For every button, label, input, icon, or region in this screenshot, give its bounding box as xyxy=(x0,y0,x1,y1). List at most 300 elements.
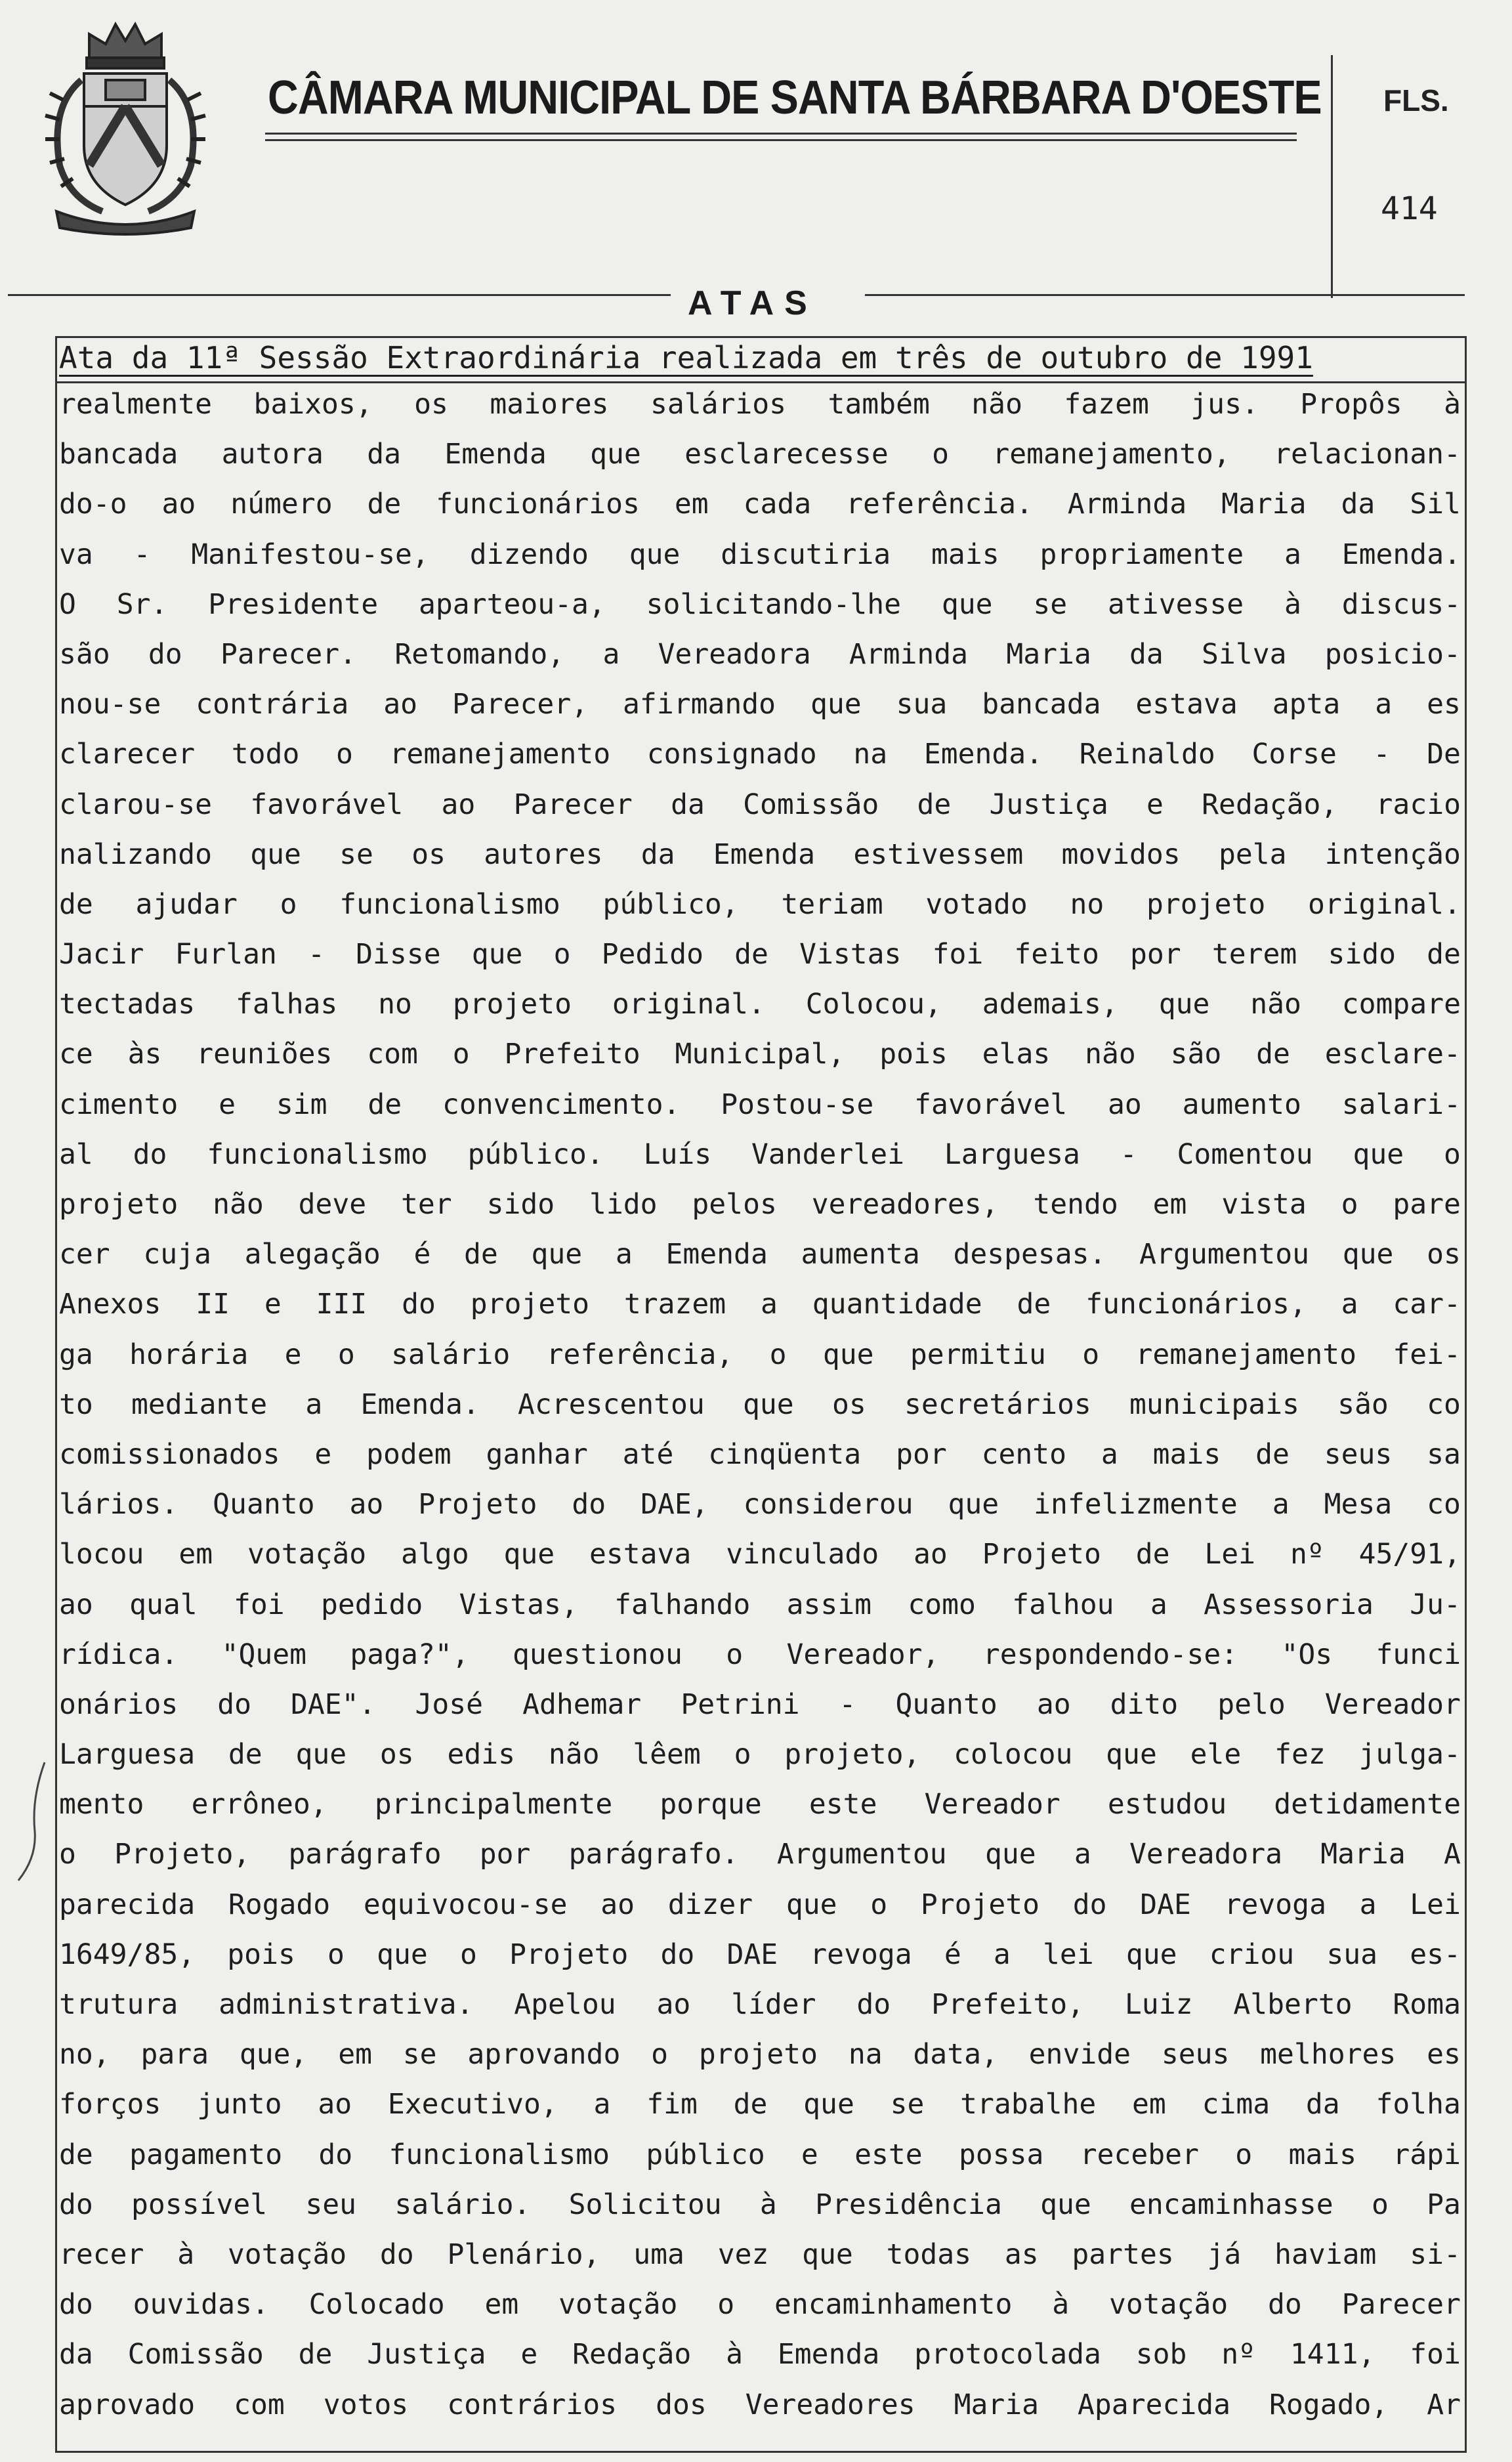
word: Vistas xyxy=(799,938,902,971)
word: de xyxy=(368,1088,402,1121)
word: do xyxy=(133,1137,167,1171)
word: o xyxy=(459,1938,477,1971)
word: principalmente xyxy=(374,1788,613,1821)
word: nou-se xyxy=(59,688,161,721)
word: clarecer xyxy=(59,738,196,771)
word: que xyxy=(629,538,681,571)
word: votação xyxy=(558,2288,678,2322)
word: equivocou-se xyxy=(363,1888,568,1921)
word: projeto xyxy=(1146,887,1266,921)
word: esclare- xyxy=(1324,1038,1461,1071)
word: são xyxy=(1337,1388,1389,1421)
word: funcionalismo xyxy=(388,2138,610,2171)
word: teriam xyxy=(781,887,883,921)
word: Comissão xyxy=(743,788,879,821)
minutes-line xyxy=(59,2130,1461,2180)
word: do xyxy=(59,2188,93,2221)
word: Rogado xyxy=(228,1888,331,1921)
word: em xyxy=(178,1538,213,1571)
word: da xyxy=(640,838,675,871)
word: salário. xyxy=(394,2188,531,2221)
word: alegação xyxy=(244,1238,381,1271)
word: funcionários xyxy=(436,488,640,521)
word: Parecer, xyxy=(452,688,589,721)
word: Projeto xyxy=(920,1888,1040,1921)
word: Projeto xyxy=(982,1538,1101,1571)
word: secretários xyxy=(904,1388,1091,1421)
word: o xyxy=(336,738,353,771)
word: os xyxy=(411,838,446,871)
word: Vistas, xyxy=(459,1588,578,1621)
minutes-line xyxy=(59,1279,1461,1329)
word: ao xyxy=(600,1888,635,1921)
word: podem xyxy=(366,1437,452,1471)
minutes-line xyxy=(59,1680,1461,1730)
word: ga xyxy=(59,1338,93,1371)
word: sua xyxy=(1326,1938,1378,1971)
minutes-line xyxy=(59,1179,1461,1229)
page-frame-top xyxy=(55,336,1467,338)
word: Mesa xyxy=(1324,1488,1393,1521)
institution-name: CÂMARA MUNICIPAL DE SANTA BÁRBARA D'OESTE xyxy=(268,72,1322,124)
word: feito xyxy=(1014,938,1099,971)
word: ao xyxy=(656,1988,691,2021)
word: também xyxy=(828,388,930,421)
minutes-line xyxy=(59,1330,1461,1380)
minutes-body xyxy=(59,379,1461,2430)
word: fim xyxy=(646,2088,698,2121)
word: Jacir xyxy=(59,938,144,971)
word: até xyxy=(622,1437,674,1471)
word: Silva xyxy=(1202,637,1287,671)
word: Justiça xyxy=(989,788,1108,821)
word: da xyxy=(59,2338,93,2371)
word: algo xyxy=(401,1538,469,1571)
word: autores xyxy=(484,838,603,871)
page-frame-right xyxy=(1465,336,1467,2453)
word: votado xyxy=(925,887,1028,921)
word: aumento xyxy=(1182,1088,1301,1121)
word: e xyxy=(1146,788,1164,821)
word: de xyxy=(228,1738,262,1772)
word: sob xyxy=(1135,2338,1187,2371)
word: discus- xyxy=(1341,587,1461,621)
word: O xyxy=(59,587,76,621)
word: despesas. xyxy=(953,1238,1106,1271)
word: projeto xyxy=(452,988,572,1021)
word: ele xyxy=(1190,1738,1242,1772)
word: à xyxy=(1052,2288,1070,2322)
word: Assessoria xyxy=(1204,1588,1374,1621)
word: que xyxy=(590,438,641,471)
word: lêem xyxy=(633,1738,701,1772)
word: permitiu xyxy=(910,1338,1046,1371)
word: Maria xyxy=(1320,1838,1406,1871)
folio-number: 414 xyxy=(1381,190,1438,227)
word: melhores xyxy=(1260,2038,1396,2071)
word: Projeto xyxy=(418,1488,537,1521)
word: assim xyxy=(786,1588,872,1621)
word: Adhemar xyxy=(522,1687,642,1721)
minutes-line xyxy=(59,929,1461,979)
word: é xyxy=(413,1238,431,1271)
word: intenção xyxy=(1324,838,1461,871)
word: infelizmente xyxy=(1034,1488,1238,1521)
word: Furlan xyxy=(175,938,277,971)
minutes-line xyxy=(59,2329,1461,2379)
word: Alberto xyxy=(1233,1988,1353,2021)
word: a xyxy=(1272,1488,1290,1521)
word: autora xyxy=(221,438,324,471)
word: possa xyxy=(958,2138,1044,2171)
word: trabalhe xyxy=(960,2088,1097,2121)
word: que xyxy=(1158,988,1210,1021)
word: va xyxy=(59,538,93,571)
word: a xyxy=(1284,538,1301,571)
minutes-line xyxy=(59,1029,1461,1079)
word: salari- xyxy=(1341,1088,1461,1121)
word: o xyxy=(769,1338,787,1371)
word: os xyxy=(414,388,448,421)
word: onários xyxy=(59,1687,178,1721)
word: Solicitou xyxy=(568,2188,722,2221)
word: do xyxy=(660,1938,695,1971)
word: al xyxy=(59,1137,93,1171)
word: Plenário, xyxy=(447,2238,600,2271)
word: cada xyxy=(743,488,812,521)
word: Parecer xyxy=(1341,2288,1461,2322)
word: foi xyxy=(932,938,984,971)
minutes-line xyxy=(59,2380,1461,2430)
word: que xyxy=(377,1938,428,1971)
header-rule xyxy=(265,133,1297,135)
section-rule-left xyxy=(8,294,671,296)
word: dito xyxy=(1110,1687,1179,1721)
word: to xyxy=(59,1388,93,1421)
word: remanejamento xyxy=(389,738,611,771)
word: no, xyxy=(59,2038,110,2071)
word: movidos xyxy=(1061,838,1181,871)
minutes-line xyxy=(59,1930,1461,1980)
word: locou xyxy=(59,1538,144,1571)
word: Prefeito, xyxy=(931,1988,1085,2021)
word: votos xyxy=(323,2388,409,2421)
word: respondendo-se: xyxy=(982,1638,1238,1671)
word: Emenda xyxy=(444,438,547,471)
word: que xyxy=(1125,1938,1177,1971)
word: Presidência xyxy=(815,2188,1002,2221)
word: funcionários, xyxy=(1085,1288,1307,1321)
minutes-line xyxy=(59,830,1461,880)
word: votação xyxy=(1108,2288,1228,2322)
word: por xyxy=(479,1838,531,1871)
word: ao xyxy=(441,788,476,821)
word: Parecer xyxy=(513,788,633,821)
word: o xyxy=(327,1938,345,1971)
word: Projeto xyxy=(509,1938,629,1971)
word: DAE". xyxy=(291,1687,376,1721)
word: no xyxy=(378,988,412,1021)
word: ao xyxy=(914,1538,948,1571)
word: se xyxy=(402,2038,437,2071)
word: compare xyxy=(1341,988,1461,1021)
word: que xyxy=(503,1538,555,1571)
word: remanejamento xyxy=(1135,1338,1357,1371)
word: foi xyxy=(1410,2338,1461,2371)
word: ao xyxy=(59,1588,93,1621)
word: público xyxy=(646,2138,765,2171)
word: parágrafo xyxy=(288,1838,442,1871)
word: Vereador xyxy=(924,1788,1060,1821)
word: como xyxy=(908,1588,976,1621)
word: Redação xyxy=(572,2338,692,2371)
word: à xyxy=(726,2338,744,2371)
word: salário xyxy=(391,1338,511,1371)
word: projeto xyxy=(698,2038,818,2071)
session-heading-text: Ata da 11ª Sessão Extraordinária realizada em três de outubro de 1991 xyxy=(59,340,1313,375)
word: na xyxy=(853,738,888,771)
municipal-coat-of-arms-seal xyxy=(24,14,227,241)
minutes-line xyxy=(59,1130,1461,1179)
word: Luiz xyxy=(1124,1988,1193,2021)
word: De xyxy=(1427,738,1461,771)
word: líder xyxy=(731,1988,816,2021)
word: Ju- xyxy=(1410,1588,1461,1621)
word: revoga xyxy=(1224,1888,1326,1921)
minutes-line xyxy=(59,729,1461,779)
word: ativesse xyxy=(1108,587,1244,621)
minutes-line xyxy=(59,679,1461,729)
word: é xyxy=(944,1938,961,1971)
word: a xyxy=(305,1388,323,1421)
word: todas xyxy=(886,2238,972,2271)
word: que xyxy=(786,1888,837,1921)
word: que xyxy=(471,938,523,971)
word: ter xyxy=(401,1188,452,1221)
word: solicitando-lhe xyxy=(646,587,901,621)
word: criou xyxy=(1209,1938,1295,1971)
word: 1411, xyxy=(1290,2338,1376,2371)
word: Argumentou xyxy=(776,1838,947,1871)
minutes-line xyxy=(59,429,1461,479)
word: falhando xyxy=(614,1588,751,1621)
word: do xyxy=(402,1288,436,1321)
word: tendo xyxy=(1033,1188,1118,1221)
word: projeto xyxy=(470,1288,589,1321)
word: Colocado xyxy=(308,2288,445,2322)
word: do xyxy=(1072,1888,1107,1921)
word: Executivo, xyxy=(387,2088,558,2121)
word: Projeto, xyxy=(114,1838,251,1871)
word: vereadores, xyxy=(811,1188,999,1221)
word: de xyxy=(734,938,768,971)
word: Arminda xyxy=(849,637,969,671)
word: Retomando, xyxy=(394,637,565,671)
word: detidamente xyxy=(1274,1788,1461,1821)
word: Comentou xyxy=(1177,1137,1313,1171)
word: por xyxy=(896,1437,947,1471)
word: protocolada xyxy=(914,2338,1101,2371)
minutes-line xyxy=(59,1779,1461,1829)
word: Argumentou xyxy=(1139,1238,1310,1271)
word: envide xyxy=(1028,2038,1131,2071)
word: Maria xyxy=(1221,488,1307,521)
word: do xyxy=(572,1488,606,1521)
word: votação xyxy=(227,2238,347,2271)
word: e xyxy=(284,1338,302,1371)
word: Emenda xyxy=(665,1238,768,1271)
minutes-line xyxy=(59,479,1461,529)
word: sido xyxy=(486,1188,555,1221)
word: apta xyxy=(1272,688,1341,721)
minutes-line xyxy=(59,629,1461,679)
word: referência. xyxy=(846,488,1033,521)
word: ademais, xyxy=(982,988,1118,1021)
word: se xyxy=(339,838,373,871)
word: quantidade xyxy=(812,1288,982,1321)
handwritten-margin-mark xyxy=(5,1759,51,1884)
word: o xyxy=(1082,1338,1100,1371)
word: porque xyxy=(660,1788,762,1821)
word: favorável xyxy=(250,788,404,821)
word: de xyxy=(298,2338,333,2371)
word: o xyxy=(452,1038,470,1071)
word: Ar xyxy=(1427,2388,1461,2421)
word: lido xyxy=(589,1188,658,1221)
word: bancada xyxy=(59,438,178,471)
word: Lei xyxy=(1410,1888,1461,1921)
word: Parecer. xyxy=(220,637,357,671)
word: que, xyxy=(239,2038,308,2071)
word: que xyxy=(822,1338,874,1371)
minutes-line xyxy=(59,2079,1461,2129)
word: a xyxy=(761,1288,778,1321)
word: esclarecesse xyxy=(684,438,889,471)
word: haviam xyxy=(1274,2238,1377,2271)
word: que xyxy=(295,1738,347,1772)
word: Lei xyxy=(1204,1538,1256,1571)
word: salários xyxy=(650,388,787,421)
word: convencimento. xyxy=(442,1088,681,1121)
word: que xyxy=(531,1238,583,1271)
word: pela xyxy=(1218,838,1287,871)
word: 1649/85, xyxy=(59,1938,196,1971)
word: Pedido xyxy=(601,938,704,971)
minutes-line xyxy=(59,1829,1461,1879)
word: Reinaldo xyxy=(1079,738,1215,771)
word: propriamente xyxy=(1040,538,1244,571)
word: os xyxy=(379,1738,414,1772)
word: o xyxy=(726,1638,744,1671)
header-rule-double xyxy=(265,139,1297,141)
word: são xyxy=(59,637,110,671)
word: do xyxy=(217,1687,252,1721)
word: estudou xyxy=(1107,1788,1227,1821)
word: do xyxy=(59,2288,93,2322)
word: à xyxy=(1284,587,1301,621)
minutes-line xyxy=(59,1980,1461,2029)
word: seus xyxy=(1324,1437,1393,1471)
word: Vereador, xyxy=(786,1638,940,1671)
word: ao xyxy=(161,488,196,521)
word: Maria xyxy=(1006,637,1091,671)
word: maiores xyxy=(490,388,609,421)
word: trazem xyxy=(623,1288,726,1321)
word: car- xyxy=(1393,1288,1461,1321)
word: de xyxy=(1256,1038,1290,1071)
word: nalizando xyxy=(59,838,212,871)
minutes-line xyxy=(59,1529,1461,1579)
word: jus. xyxy=(1190,388,1259,421)
word: encaminhasse xyxy=(1129,2188,1334,2221)
word: seus xyxy=(1161,2038,1230,2071)
word: afirmando xyxy=(623,688,776,721)
word: projeto, xyxy=(784,1738,921,1772)
word: cinqüenta xyxy=(708,1437,862,1471)
word: em xyxy=(1132,2088,1166,2121)
word: Luís xyxy=(643,1137,712,1171)
word: Manifestou-se, xyxy=(191,538,429,571)
word: ce xyxy=(59,1038,93,1071)
word: aparteou-a, xyxy=(419,587,606,621)
word: pagamento xyxy=(129,2138,283,2171)
word: "Os xyxy=(1281,1638,1333,1671)
word: A xyxy=(1443,1838,1461,1871)
session-heading xyxy=(59,340,1461,375)
word: cuja xyxy=(143,1238,211,1271)
word: si- xyxy=(1410,2238,1461,2271)
word: em xyxy=(674,488,709,521)
minutes-line xyxy=(59,2230,1461,2280)
word: projeto xyxy=(59,1188,178,1221)
word: ganhar xyxy=(486,1437,588,1471)
word: questionou xyxy=(512,1638,682,1671)
minutes-line xyxy=(59,1080,1461,1130)
word: Vereadora xyxy=(658,637,811,671)
word: da xyxy=(1341,488,1376,521)
word: Emenda. xyxy=(1341,538,1461,571)
word: que xyxy=(1342,1238,1394,1271)
word: ao xyxy=(1036,1687,1071,1721)
word: não xyxy=(548,1738,600,1772)
word: nº xyxy=(1290,1538,1324,1571)
word: não xyxy=(1085,1038,1136,1071)
minutes-line xyxy=(59,1730,1461,1779)
word: pelo xyxy=(1217,1687,1286,1721)
word: - xyxy=(133,538,151,571)
word: aumenta xyxy=(801,1238,920,1271)
word: estava xyxy=(1135,688,1238,721)
word: Larguesa xyxy=(944,1137,1080,1171)
word: partes xyxy=(1072,2238,1174,2271)
word: o xyxy=(280,887,297,921)
word: julga- xyxy=(1358,1738,1461,1772)
word: Apelou xyxy=(514,1988,616,2021)
word: DAE xyxy=(1140,1888,1191,1921)
word: rápi xyxy=(1393,2138,1461,2171)
word: funcionalismo xyxy=(207,1137,428,1171)
word: pelos xyxy=(692,1188,777,1221)
word: Presidente xyxy=(208,587,379,621)
word: de xyxy=(1017,1288,1051,1321)
word: 45/91, xyxy=(1358,1538,1461,1571)
word: ao xyxy=(349,1488,384,1521)
word: o xyxy=(1371,2188,1389,2221)
word: edis xyxy=(447,1738,516,1772)
word: a xyxy=(1074,1838,1091,1871)
word: falhou xyxy=(1012,1588,1114,1621)
word: Redação, xyxy=(1202,788,1338,821)
